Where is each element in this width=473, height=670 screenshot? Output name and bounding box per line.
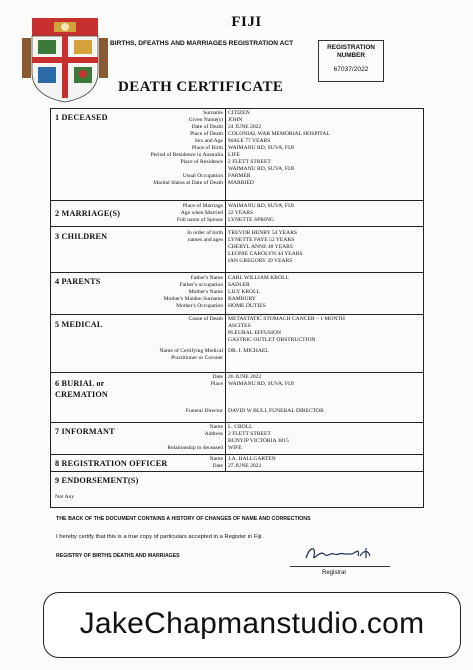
field-label: Name of Certifying Medical [159, 348, 223, 354]
field-row [51, 145, 423, 152]
watermark-banner: JakeChapmanstudio.com [43, 592, 461, 658]
field-row [51, 431, 423, 438]
field-label: Period of Residence in Australia [150, 152, 223, 158]
field-row [51, 296, 423, 303]
section-children [51, 227, 423, 273]
field-row [51, 463, 423, 470]
field-label: Date of Death [191, 124, 223, 130]
field-row [51, 131, 423, 138]
field-label: Name [209, 424, 223, 430]
field-row [51, 210, 423, 217]
section-marriage [51, 201, 423, 227]
section-title: 5 MEDICAL [55, 320, 103, 329]
signature-line [290, 566, 390, 567]
field-value: WAIMANU RD, SUVA, FIJI [228, 145, 294, 151]
field-value: WAIMANU RD, SUVA, FIJI [228, 203, 294, 209]
field-label: Date [212, 374, 223, 380]
field-value: COLONIAL WAR MEMORIAL HOSPITAL [228, 131, 330, 137]
field-row [51, 251, 423, 258]
document-title: DEATH CERTIFICATE [118, 79, 284, 95]
field-row [51, 374, 423, 381]
registration-number-box [318, 40, 384, 82]
field-value: 27 JUNE 2022 [228, 463, 262, 469]
section-title: 4 PARENTS [55, 277, 101, 286]
field-value: FARMER [228, 173, 251, 179]
field-value: 2 FLETT STREET [228, 431, 271, 437]
field-row [51, 110, 423, 117]
field-row [51, 337, 423, 344]
field-value: PLEURAL EFFUSION [228, 330, 282, 336]
field-row [51, 330, 423, 337]
field-label: Mother's Maiden Surname [163, 296, 223, 302]
field-row [51, 230, 423, 237]
field-label: Place of Birth [191, 145, 223, 151]
field-row [51, 180, 423, 187]
field-row [51, 316, 423, 323]
field-value: WAIMANU RD, SUVA, FIJI [228, 166, 294, 172]
field-label: Age when Married [180, 210, 223, 216]
endorsement-value: Not Any [55, 494, 75, 500]
field-row [51, 173, 423, 180]
field-label: Father's Name [190, 275, 223, 281]
field-label: Full name of Spouse [176, 217, 223, 223]
field-row [51, 456, 423, 463]
certificate-table [50, 108, 424, 508]
field-row [51, 275, 423, 282]
registry-name: REGISTRY OF BIRTHS DEATHS AND MARRIAGES [56, 553, 180, 559]
field-row [51, 159, 423, 166]
field-row [51, 355, 423, 362]
field-row [51, 408, 423, 415]
section-title: 7 INFORMANT [55, 427, 115, 436]
section-informant [51, 423, 423, 455]
field-value: CITIZEN [228, 110, 250, 116]
section-title: 9 ENDORSEMENT(S) [55, 476, 139, 485]
field-row [51, 124, 423, 131]
field-label: Funeral Director [185, 408, 223, 414]
section-deceased [51, 109, 423, 201]
section-medical [51, 315, 423, 373]
section-registration-officer [51, 455, 423, 472]
field-row [51, 381, 423, 388]
field-label: Surname [203, 110, 223, 116]
registrar-signature [300, 544, 390, 564]
field-label: Mother's Occupation [176, 303, 223, 309]
field-row [51, 445, 423, 452]
field-value: ASCITES [228, 323, 251, 329]
field-value: WIFE [228, 445, 242, 451]
field-value: CARL WILLIAM KROLL [228, 275, 289, 281]
section-title: 8 REGISTRATION OFFICER [55, 459, 168, 468]
field-label: Address [204, 431, 223, 437]
field-value: SADLER [228, 282, 250, 288]
field-value: LILY KROLL [228, 289, 261, 295]
field-value: LIFE [228, 152, 240, 158]
field-value: WAIMANU RD, SUVA, FIJI [228, 381, 294, 387]
field-value: GASTRIC OUTLET OBSTRUCTION [228, 337, 316, 343]
field-label: Sex and Age [194, 138, 223, 144]
field-label: Given Name(s) [188, 117, 223, 123]
field-row [51, 152, 423, 159]
section-title: 1 DECEASED [55, 113, 108, 122]
field-label: Relationship to deceased [167, 445, 223, 451]
registration-label-2: NUMBER [336, 52, 366, 59]
field-row [51, 203, 423, 210]
field-label: Date [212, 463, 223, 469]
field-row [51, 217, 423, 224]
field-value: JOHN [228, 117, 243, 123]
country-name: FIJI [231, 14, 262, 30]
certification-statement: I hereby certify that this is a true copy of particulars accepted in a Register in Fiji. [56, 534, 263, 540]
field-value: 26 JUNE 2022 [228, 374, 262, 380]
field-value: DR. I. MICHAEL [228, 348, 269, 354]
field-row [51, 303, 423, 310]
field-row [51, 138, 423, 145]
field-label: Cause of Death [188, 316, 223, 322]
field-value: HOME DUTIES [228, 303, 266, 309]
field-label: Father's occupation [179, 282, 223, 288]
section-burial [51, 373, 423, 423]
field-row [51, 237, 423, 244]
field-value: METASTATIC STOMACH CANCER – 1 MONTH [228, 316, 345, 322]
field-value: MARRIED [228, 180, 254, 186]
field-label: Place of Marriage [182, 203, 223, 209]
field-value: LYNETTE SPRING [228, 217, 274, 223]
field-value: BAMBURY [228, 296, 256, 302]
field-value: IAN GREGORY 39 YEARS [228, 258, 293, 264]
section-parents [51, 273, 423, 315]
section-title: 6 BURIAL or [55, 379, 105, 388]
field-row [51, 117, 423, 124]
section-title-line-2: CREMATION [55, 390, 109, 399]
field-value: TREVOR HENRY 54 YEARS [228, 230, 298, 236]
field-row [51, 258, 423, 265]
field-label: Marital Status at Date of Death [153, 180, 223, 186]
field-row [51, 424, 423, 431]
act-title: BIRTHS, DFEATHS AND MARRIAGES REGISTRATION ACT [110, 40, 294, 47]
field-row [51, 289, 423, 296]
field-row [51, 244, 423, 251]
field-label: Name [209, 456, 223, 462]
field-label: Place of Death [190, 131, 223, 137]
field-value: CHERYL ANNE 48 YEARS [228, 244, 294, 250]
field-value: BUNYIP VICTORIA 3815 [228, 438, 289, 444]
field-label: Mother's Name [188, 289, 223, 295]
field-label: Usual Occupation [182, 173, 223, 179]
field-value: LEONIE CAROLYN 44 YEARS [228, 251, 303, 257]
field-value: J.A. HALLGARTEN [228, 456, 276, 462]
section-title: 3 CHILDREN [55, 232, 108, 241]
field-row [51, 438, 423, 445]
field-row [51, 323, 423, 330]
field-value: MALE 77 YEARS [228, 138, 271, 144]
registration-label-1: REGISTRATION [327, 44, 375, 51]
field-value: L. CROLL [228, 424, 253, 430]
field-value: LYNETTE FAYE 52 YEARS [228, 237, 295, 243]
field-row [51, 166, 423, 173]
field-value: 2 FLETT STREET [228, 159, 271, 165]
field-label: Place [210, 381, 223, 387]
field-value: DAVID W BULL FUNERAL DIRECTOR [228, 408, 324, 414]
section-title: 2 MARRIAGE(S) [55, 209, 121, 218]
field-label: names and ages [187, 237, 223, 243]
field-row [51, 282, 423, 289]
field-label: Practitioner or Coroner [171, 355, 223, 361]
field-value: 24 JUNE 2022 [228, 124, 262, 130]
registration-number: 67037/2022 [333, 66, 369, 73]
field-label: In order of birth [187, 230, 223, 236]
field-value: 22 YEARS [228, 210, 254, 216]
registrar-label: Registrar [322, 570, 347, 576]
section-endorsement [51, 472, 423, 507]
svg-text:JBmth: JBmth [300, 563, 303, 564]
field-label: Place of Residence [180, 159, 223, 165]
field-row [51, 348, 423, 355]
back-of-document-note: THE BACK OF THE DOCUMENT CONTAINS A HISTORY OF CHANGES OF NAME AND CORRECTIONS [56, 516, 311, 522]
